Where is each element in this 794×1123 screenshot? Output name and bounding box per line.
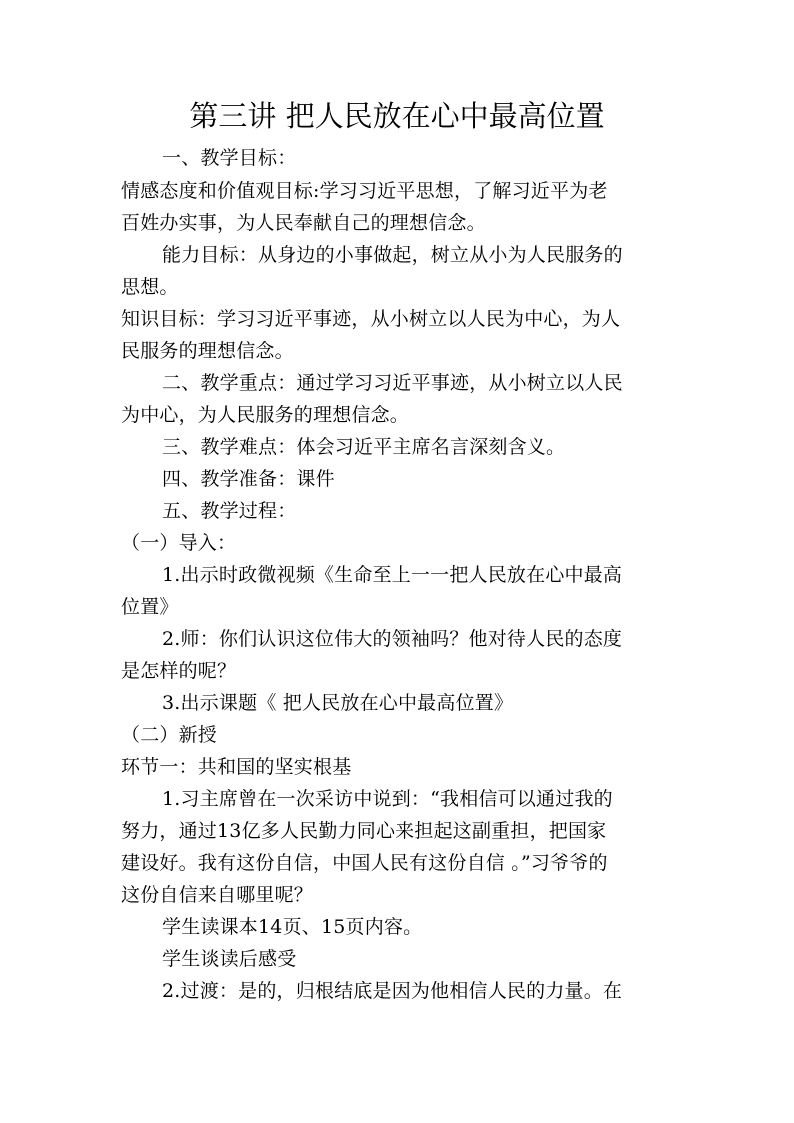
paragraph-line: 百姓办实事，为人民奉献自己的理想信念。 xyxy=(121,212,486,234)
section-heading-key-points: 二、教学重点：通过学习习近平事迹，从小树立以人民 xyxy=(162,372,623,394)
document-title: 第三讲 把人民放在心中最高位置 xyxy=(189,99,605,133)
subsection-heading-new-lesson: （二）新授 xyxy=(121,724,218,746)
section-heading-difficulties: 三、教学难点：体会习近平主席名言深刻含义。 xyxy=(162,436,566,458)
paragraph-line: 为中心，为人民服务的理想信念。 xyxy=(121,404,410,426)
paragraph-line: 学生读课本14页、15页内容。 xyxy=(162,916,423,938)
paragraph-line: 民服务的理想信念。 xyxy=(121,340,294,362)
paragraph-line: 是怎样的呢？ xyxy=(121,660,237,682)
section-heading-process: 五、教学过程： xyxy=(162,500,297,522)
paragraph-line: 能力目标：从身边的小事做起，树立从小为人民服务的 xyxy=(162,244,623,266)
paragraph-line: 2.师：你们认识这位伟大的领袖吗？他对待人民的态度 xyxy=(162,628,623,650)
paragraph-line: 位置》 xyxy=(121,596,179,618)
subsection-heading-part-one: 环节一：共和国的坚实根基 xyxy=(121,756,352,778)
section-heading-teaching-goals: 一、教学目标： xyxy=(162,147,297,169)
paragraph-line: 这份自信来自哪里呢？ xyxy=(121,884,314,906)
paragraph-line: 努力，通过13亿多人民勤力同心来担起这副重担，把国家 xyxy=(121,820,607,842)
paragraph-line: 情感态度和价值观目标:学习习近平思想，了解习近平为老 xyxy=(121,180,608,202)
paragraph-line: 思想。 xyxy=(121,276,179,298)
paragraph-line: 学生谈读后感受 xyxy=(162,948,297,970)
paragraph-line: 2.过渡：是的，归根结底是因为他相信人民的力量。在 xyxy=(162,980,623,1002)
section-heading-preparation: 四、教学准备：课件 xyxy=(162,468,335,490)
paragraph-line: 知识目标：学习习近平事迹，从小树立以人民为中心，为人 xyxy=(121,308,621,330)
paragraph-line: 3.出示课题《 把人民放在心中最高位置》 xyxy=(162,692,514,714)
paragraph-line: 1.习主席曾在一次采访中说到：“我相信可以通过我的 xyxy=(162,788,613,810)
subsection-heading-intro: （一）导入： xyxy=(121,532,237,554)
paragraph-line: 建设好。我有这份自信，中国人民有这份自信 。”习爷爷的 xyxy=(121,852,608,874)
paragraph-line: 1.出示时政微视频《生命至上一一把人民放在心中最高 xyxy=(162,564,623,586)
